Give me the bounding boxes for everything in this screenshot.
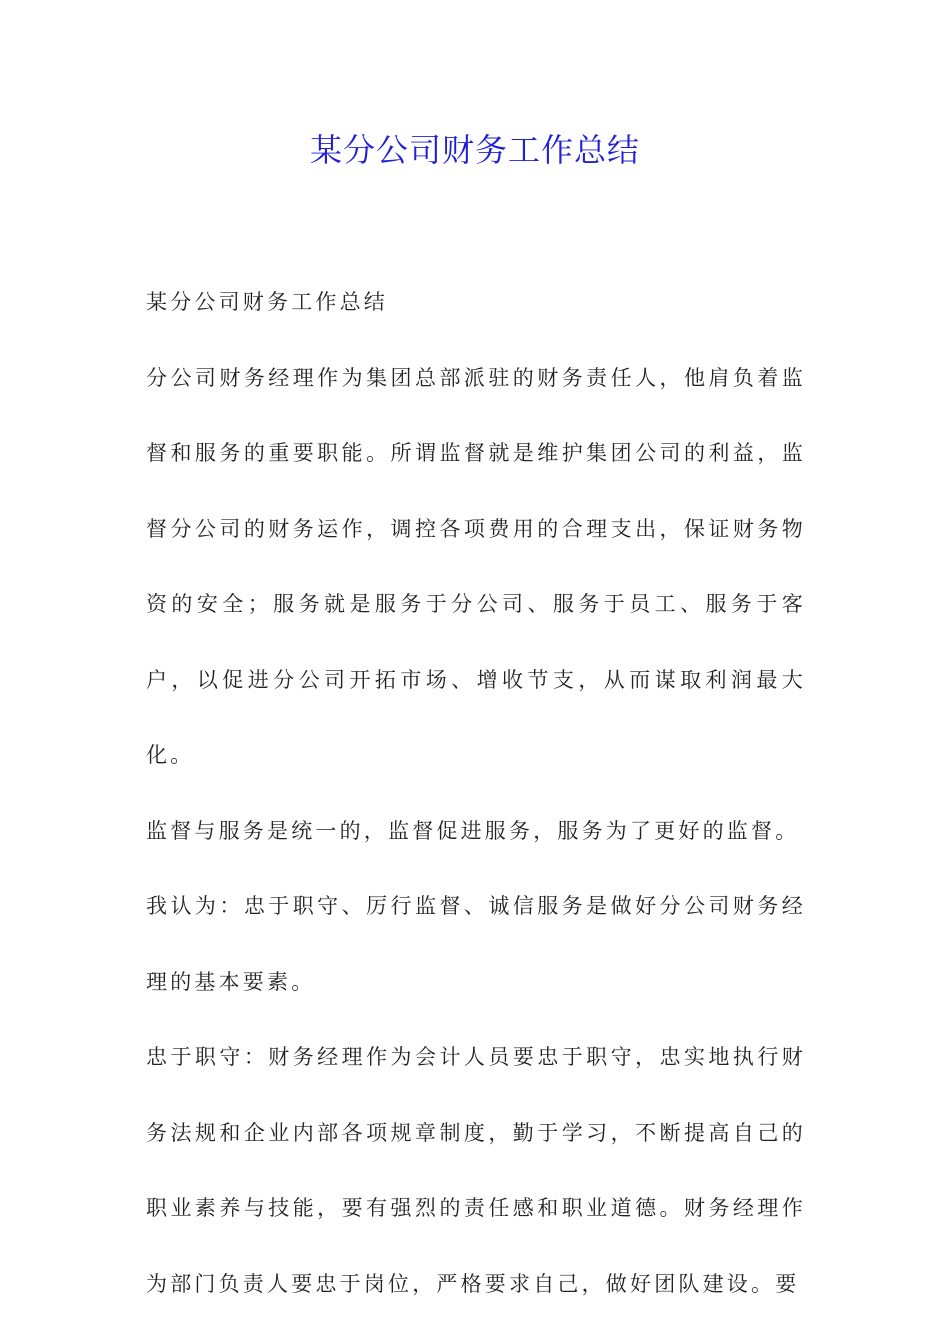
paragraph-loyalty: 忠于职守：财务经理作为会计人员要忠于职守，忠实地执行财务法规和企业内部各项规章制度，勤于学习，不断提高自己的职业素养与技能，要有强烈的责任感和职业道德。财务经理作为部门负责人要忠于岗位，严格要求自己，做好团队建设。要 (146, 1045, 806, 1296)
paragraph-unity: 监督与服务是统一的，监督促进服务，服务为了更好的监督。 (146, 818, 800, 843)
document-body (146, 265, 806, 1322)
paragraph-intro: 分公司财务经理作为集团总部派驻的财务责任人，他肩负着监督和服务的重要职能。所谓监督就是维护集团公司的利益，监督分公司的财务运作，调控各项费用的合理支出，保证财务物资的安全；服务就是服务于分公司、服务于员工、服务于客户，以促进分公司开拓市场、增收节支，从而谋取利润最大化。 (146, 365, 806, 767)
paragraph-opinion: 我认为：忠于职守、厉行监督、诚信服务是做好分公司财务经理的基本要素。 (146, 894, 806, 994)
document-title: 某分公司财务工作总结 (309, 131, 640, 169)
paragraph-subtitle: 某分公司财务工作总结 (146, 290, 388, 314)
